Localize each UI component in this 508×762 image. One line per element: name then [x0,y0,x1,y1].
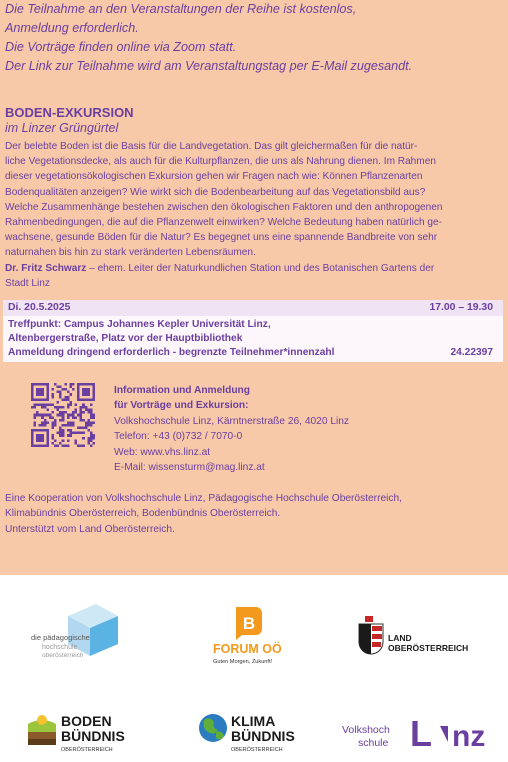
klima-line-1: KLIMA [231,713,276,729]
event-description [5,139,503,291]
ph-line-2: hochschule [42,644,78,651]
info-heading-2: für Vorträge und Exkursion: [114,400,249,412]
event-date: Di. 20.5.2025 [8,302,71,313]
linz-letters-nz: nz [452,720,486,752]
forum-name: FORUM OÖ [213,642,282,656]
speaker-name: Dr. Fritz Schwarz [5,262,87,274]
web-link[interactable]: Web: www.vhs.linz.at [114,446,211,458]
description-line: Rahmenbedingungen, die auf die Pflanzenwelt einwirken? Welche Bedeutung haben natürlich ge- [5,217,442,229]
land-line-2: OBERÖSTERREICH [388,643,469,653]
forum-letter: B [242,614,256,633]
date-bar [3,300,503,316]
description-line: dieser vegetationsökologischen Exkursion gehen wir Fragen nach wie: Können Pflanzenarten [5,171,423,183]
description-line: liche Vegetationsdecke, als auch für die Kulturpflanzen, die uns als Nahrung dienen. Im Rahmen [5,156,436,168]
meeting-box [3,316,503,362]
vhs-line-1: Volkshoch [342,724,390,736]
description-line: Der belebte Boden ist die Basis für die Landvegetation. Das gilt gleichermaßen für die natür- [5,141,418,152]
meeting-details [8,318,334,360]
land-ooe-logo [357,614,477,660]
intro-notice [5,0,505,76]
email-link[interactable]: E-Mail: wissensturm@mag.linz.at [114,462,265,474]
meeting-line: Treffpunkt: Campus Johannes Kepler Universität Linz, [8,319,271,330]
klima-line-2: BÜNDNIS [231,728,295,744]
description-line: naturnahen bis hin zu stark veränderten Lebensräumen. [5,247,256,259]
contact-info [114,383,349,475]
coop-line: Eine Kooperation von Volkshochschule Linz, Pädagogische Hochschule Oberösterreich, [5,493,402,504]
forum-tagline: Guten Morgen, Zukunft! [213,659,273,665]
intro-line: Der Link zur Teilnahme wird am Veranstaltungstag per E-Mail zugesandt. [5,59,413,73]
speaker-desc-2: Stadt Linz [5,277,50,289]
vhs-linz-logo [340,708,495,752]
speaker-desc: – ehem. Leiter der Naturkundlichen Station und des Botanischen Gartens der [86,262,435,274]
coop-line: Unterstützt vom Land Oberösterreich. [5,523,175,535]
boden-line-3: OBERÖSTERREICH [61,747,113,753]
boden-line-2: BÜNDNIS [61,728,125,744]
description-line: wachsene, gesunde Böden für die Natur? Es begegnet uns eine spannende Bandbreite von sehr [5,232,438,244]
description-line: Bodenqualitäten anzeigen? Wie wirkt sich die Bodenbearbeitung auf das Vegetationsbild aus? [5,186,426,198]
event-title: BODEN-EXKURSION [5,105,134,120]
klimabuendnis-logo [196,706,301,754]
event-subtitle: im Linzer Grüngürtel [5,121,119,135]
bodenbuendnis-logo [26,706,131,754]
qr-code[interactable] [31,383,95,447]
land-line-1: LAND [388,633,412,643]
klima-line-3: OBERÖSTERREICH [231,747,283,753]
intro-line: Anmeldung erforderlich. [5,21,139,35]
intro-line: Die Teilnahme an den Veranstaltungen der Reihe ist kostenlos, [5,2,357,16]
forum-ooe-logo [210,605,295,667]
event-time: 17.00 – 19.30 [429,302,493,313]
course-code: 24.22397 [450,347,493,358]
phone-line: Telefon: +43 (0)732 / 7070-0 [114,431,243,443]
vhs-line-2: schule [358,737,389,749]
intro-line: Die Vorträge finden online via Zoom statt. [5,40,237,54]
meeting-line: Anmeldung dringend erforderlich - begrenzte Teilnehmer*innenzahl [8,347,335,358]
speaker [5,261,503,276]
cooperation-note [5,491,402,537]
ph-line-1: die pädagogische [31,633,90,642]
ph-ooe-logo [28,600,128,662]
linz-letter-l: L [410,713,432,752]
meeting-line: Altenbergerstraße, Platz vor der Hauptbibliothek [8,333,243,344]
address-line: Volkshochschule Linz, Kärntnerstraße 26, 4020 Linz [114,415,350,427]
boden-line-1: BODEN [61,713,112,729]
coop-line: Klimabündnis Oberösterreich, Bodenbündnis Oberösterreich. [5,508,281,520]
description-line: Welche Zusammenhänge bestehen zwischen den ökologischen Faktoren und den anthropogenen [5,201,443,213]
ph-line-3: oberösterreich [42,652,84,659]
info-heading: Information und Anmeldung [114,385,251,396]
